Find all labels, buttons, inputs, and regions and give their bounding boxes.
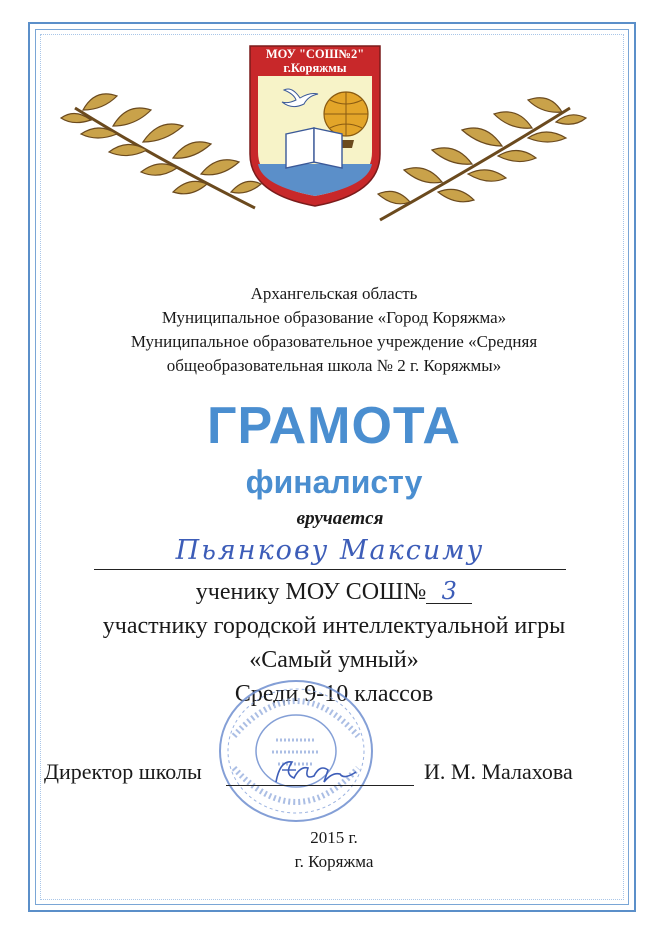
director-signature-icon [270, 752, 360, 792]
laurel-branch-right-icon [370, 94, 590, 234]
director-label: Директор школы [44, 759, 202, 784]
municipality-name: Муниципальное образование «Город Коряжма» [161, 308, 507, 327]
issue-city: г. Коряжма [294, 852, 374, 871]
certificate-title: ГРАМОТА [207, 397, 461, 455]
emblem-caption-line2: г.Коряжмы [283, 61, 347, 75]
recipient-name: Пьянкову Максиму [175, 535, 485, 566]
certificate-subtitle: финалисту [245, 464, 423, 500]
school-stamp-icon [216, 676, 376, 826]
institution-name-line2: общеобразовательная школа № 2 г. Коряжмы» [166, 356, 502, 375]
handed-to-label: вручается [296, 508, 384, 529]
region-name: Архангельская область [250, 284, 418, 303]
institution-name-line1: Муниципальное образовательное учреждение «Средняя [130, 332, 538, 351]
game-name: «Самый умный» [249, 647, 419, 673]
school-number: 3 [426, 579, 472, 604]
participant-line: участнику городской интеллектуальной игры [102, 613, 566, 639]
director-name: И. М. Малахова [424, 759, 573, 784]
student-prefix: ученику МОУ СОШ№ [195, 579, 427, 605]
student-line [0, 578, 668, 606]
recipient-name-underline [94, 569, 566, 570]
school-emblem [248, 44, 382, 208]
issue-year: 2015 г. [310, 828, 358, 847]
emblem-caption-line1: МОУ "СОШ№2" [265, 47, 365, 61]
laurel-branch-left-icon [55, 88, 265, 228]
grades-line: Среди 9-10 классов [234, 681, 434, 707]
